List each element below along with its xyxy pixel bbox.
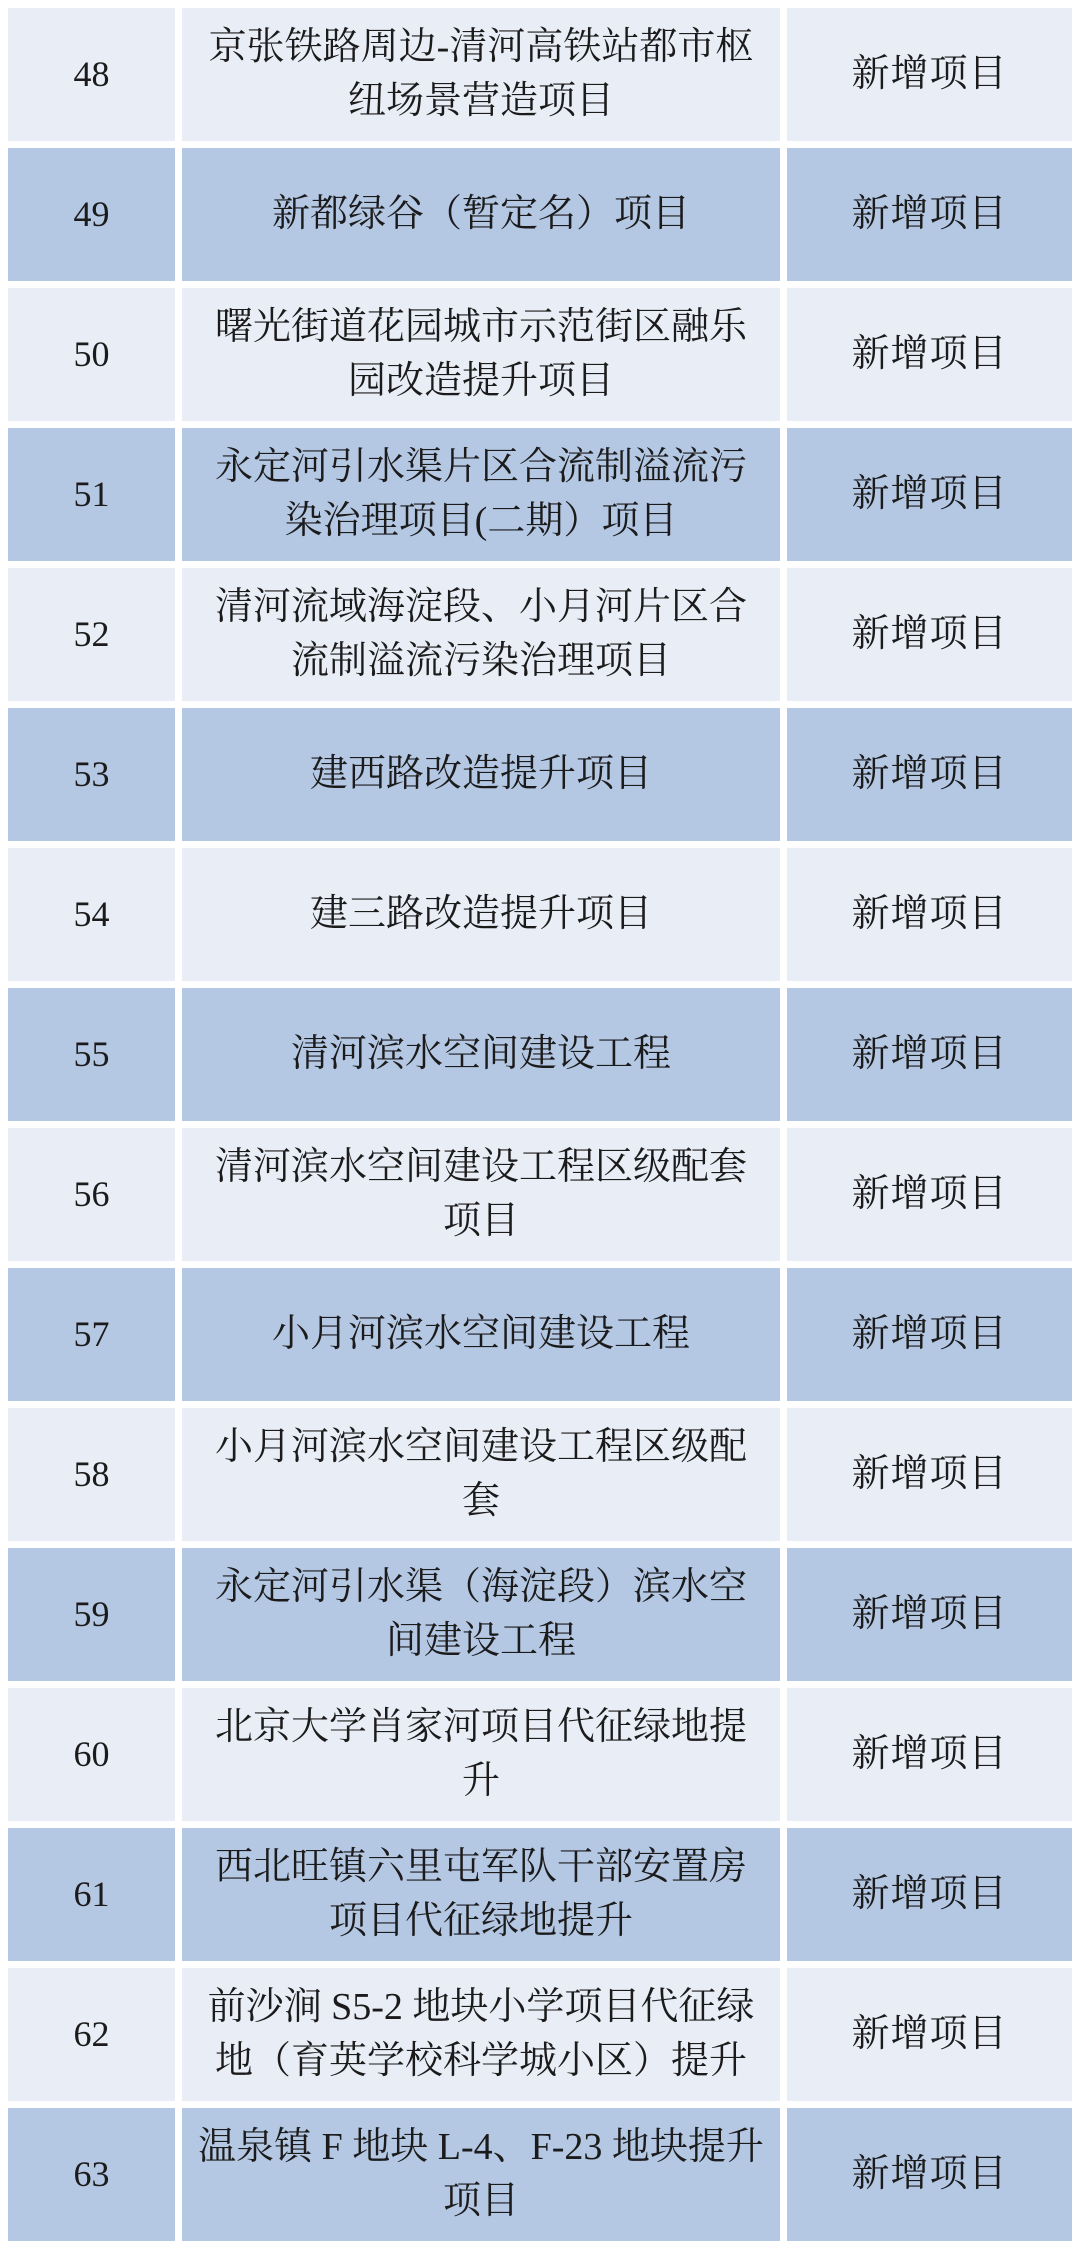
project-category-cell: 新增项目 <box>787 1408 1072 1541</box>
project-name-cell: 小月河滨水空间建设工程区级配套 <box>182 1408 780 1541</box>
project-category-cell: 新增项目 <box>787 708 1072 841</box>
project-category-cell: 新增项目 <box>787 568 1072 701</box>
project-category-cell: 新增项目 <box>787 1828 1072 1961</box>
row-number-cell: 60 <box>8 1688 175 1821</box>
project-name-cell: 清河滨水空间建设工程 <box>182 988 780 1121</box>
row-number-cell: 61 <box>8 1828 175 1961</box>
project-category-cell: 新增项目 <box>787 1548 1072 1681</box>
row-number-cell: 59 <box>8 1548 175 1681</box>
project-name-cell: 曙光街道花园城市示范街区融乐园改造提升项目 <box>182 288 780 421</box>
project-name-cell: 北京大学肖家河项目代征绿地提升 <box>182 1688 780 1821</box>
row-number-cell: 54 <box>8 848 175 981</box>
project-name-cell: 永定河引水渠（海淀段）滨水空间建设工程 <box>182 1548 780 1681</box>
row-number-cell: 62 <box>8 1968 175 2101</box>
row-number-cell: 52 <box>8 568 175 701</box>
row-number-cell: 58 <box>8 1408 175 1541</box>
project-category-cell: 新增项目 <box>787 1128 1072 1261</box>
project-name-cell: 京张铁路周边-清河高铁站都市枢纽场景营造项目 <box>182 8 780 141</box>
project-category-cell: 新增项目 <box>787 988 1072 1121</box>
project-category-cell: 新增项目 <box>787 2108 1072 2241</box>
row-number-cell: 49 <box>8 148 175 281</box>
row-number-cell: 51 <box>8 428 175 561</box>
project-name-cell: 建西路改造提升项目 <box>182 708 780 841</box>
project-category-cell: 新增项目 <box>787 1968 1072 2101</box>
project-category-cell: 新增项目 <box>787 1268 1072 1401</box>
project-name-cell: 前沙涧 S5-2 地块小学项目代征绿地（育英学校科学城小区）提升 <box>182 1968 780 2101</box>
project-category-cell: 新增项目 <box>787 8 1072 141</box>
project-name-cell: 清河流域海淀段、小月河片区合流制溢流污染治理项目 <box>182 568 780 701</box>
project-name-cell: 永定河引水渠片区合流制溢流污染治理项目(二期）项目 <box>182 428 780 561</box>
row-number-cell: 55 <box>8 988 175 1121</box>
row-number-cell: 48 <box>8 8 175 141</box>
project-category-cell: 新增项目 <box>787 428 1072 561</box>
project-category-cell: 新增项目 <box>787 148 1072 281</box>
row-number-cell: 50 <box>8 288 175 421</box>
project-name-cell: 西北旺镇六里屯军队干部安置房项目代征绿地提升 <box>182 1828 780 1961</box>
project-category-cell: 新增项目 <box>787 288 1072 421</box>
project-name-cell: 新都绿谷（暂定名）项目 <box>182 148 780 281</box>
project-category-cell: 新增项目 <box>787 848 1072 981</box>
project-name-cell: 温泉镇 F 地块 L-4、F-23 地块提升项目 <box>182 2108 780 2241</box>
project-category-cell: 新增项目 <box>787 1688 1072 1821</box>
project-name-cell: 小月河滨水空间建设工程 <box>182 1268 780 1401</box>
project-name-cell: 清河滨水空间建设工程区级配套项目 <box>182 1128 780 1261</box>
row-number-cell: 63 <box>8 2108 175 2241</box>
row-number-cell: 57 <box>8 1268 175 1401</box>
row-number-cell: 53 <box>8 708 175 841</box>
row-number-cell: 56 <box>8 1128 175 1261</box>
project-name-cell: 建三路改造提升项目 <box>182 848 780 981</box>
